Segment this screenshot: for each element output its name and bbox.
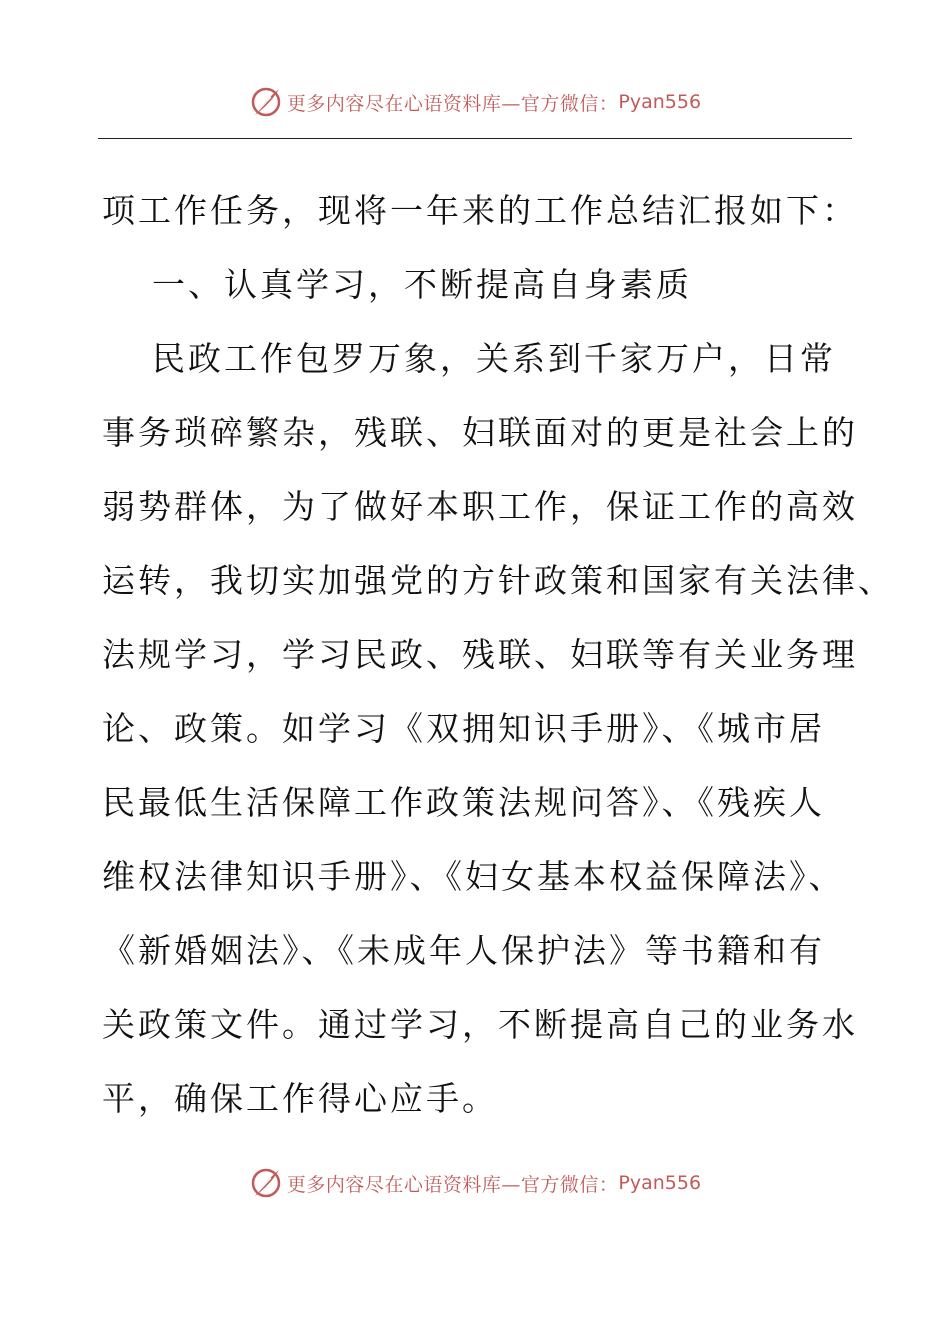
footer-banner-text: 更多内容尽在心语资料库—官方微信：: [286, 1173, 619, 1196]
quill-pen-logo-icon: [249, 1166, 283, 1200]
body-line: 事务琐碎繁杂，残联、妇联面对的更是社会上的: [102, 413, 858, 452]
body-line: 《新婚姻法》、《未成年人保护法》等书籍和有: [102, 931, 825, 970]
header-wechat-id: Pyan556: [618, 91, 702, 113]
body-line: 法规学习，学习民政、残联、妇联等有关业务理: [102, 635, 858, 674]
document-body: [102, 174, 894, 1136]
header-divider: [98, 138, 852, 139]
body-line: 民最低生活保障工作政策法规问答》、《残疾人: [102, 783, 825, 822]
body-line: 平，确保工作得心应手。: [102, 1079, 498, 1118]
header-banner: [0, 82, 950, 122]
body-line: 项工作任务，现将一年来的工作总结汇报如下：: [102, 191, 858, 230]
footer-wechat-id: Pyan556: [618, 1172, 702, 1194]
body-line: 弱势群体，为了做好本职工作，保证工作的高效: [102, 487, 858, 526]
body-line: 民政工作包罗万象，关系到千家万户，日常: [152, 339, 836, 378]
footer-banner: [0, 1163, 950, 1203]
body-line: 论、政策。如学习《双拥知识手册》、《城市居: [102, 709, 825, 748]
body-line: 关政策文件。通过学习，不断提高自己的业务水: [102, 1005, 858, 1044]
body-line: 运转，我切实加强党的方针政策和国家有关法律、: [102, 561, 894, 600]
header-banner-text: 更多内容尽在心语资料库—官方微信：: [286, 92, 619, 115]
body-line: 维权法律知识手册》、《妇女基本权益保障法》、: [102, 857, 845, 896]
quill-pen-logo-icon: [249, 85, 283, 119]
section-heading: 一、认真学习，不断提高自身素质: [152, 265, 692, 304]
